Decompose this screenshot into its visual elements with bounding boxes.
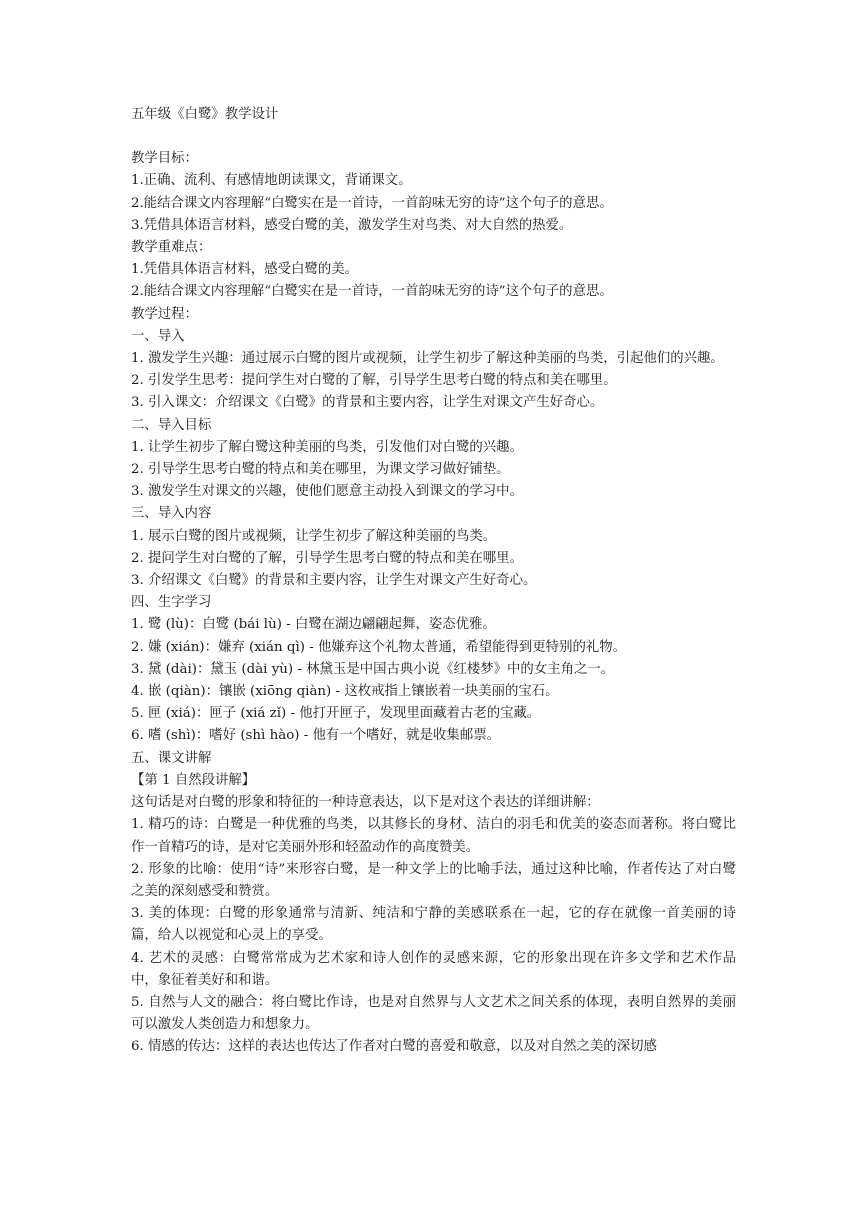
document-title: 五年级《白鹭》教学设计 bbox=[131, 107, 279, 122]
text-paragraph: 1. 精巧的诗：白鹭是一种优雅的鸟类，以其修长的身材、洁白的羽毛和优美的姿态而著称。将白鹭比作一首精巧的诗，是对它美丽外形和轻盈动作的高度赞美。 bbox=[131, 817, 736, 855]
text-line: 这句话是对白鹭的形象和特征的一种诗意表达，以下是对这个表达的详细讲解： bbox=[131, 795, 600, 811]
vocab-line: 4. 嵌 (qiàn)：镶嵌 (xiōng qiàn) - 这枚戒指上镶嵌着一块美丽的宝石。 bbox=[131, 684, 559, 700]
vocab-line: 2. 嫌 (xián)：嫌弃 (xián qì) - 他嫌弃这个礼物太普通，希望能得到更特别的礼物。 bbox=[131, 639, 627, 655]
vocab-line: 6. 嗜 (shì)：嗜好 (shì hào) - 他有一个嗜好，就是收集邮票。 bbox=[131, 728, 500, 744]
text-line: 1. 让学生初步了解白鹭这种美丽的鸟类，引发他们对白鹭的兴趣。 bbox=[131, 439, 523, 455]
section-heading: 四、生字学习 bbox=[131, 595, 212, 611]
vocab-line: 5. 匣 (xiá)：匣子 (xiá zǐ) - 他打开匣子，发现里面藏着古老的宝藏。 bbox=[131, 706, 541, 722]
text-line: 1. 展示白鹭的图片或视频，让学生初步了解这种美丽的鸟类。 bbox=[131, 528, 497, 544]
section-heading: 二、导入目标 bbox=[131, 417, 212, 433]
text-line: 教学重难点： bbox=[131, 240, 212, 256]
text-line: 3.凭借具体语言材料，感受白鹭的美，激发学生对鸟类、对大自然的热爱。 bbox=[131, 217, 573, 233]
text-paragraph: 5. 自然与人文的融合：将白鹭比作诗，也是对自然界与人文艺术之间关系的体现，表明自然界的美丽可以激发人类创造力和想象力。 bbox=[131, 994, 736, 1033]
text-line: 3. 激发学生对课文的兴趣，使他们愿意主动投入到课文的学习中。 bbox=[131, 484, 523, 500]
text-line: 6. 情感的传达：这样的表达也传达了作者对白鹭的喜爱和敬意，以及对自然之美的深切感 bbox=[131, 1039, 657, 1055]
text-line: 教学目标： bbox=[131, 151, 198, 167]
text-line: 1.正确、流利、有感情地朗读课文，背诵课文。 bbox=[131, 173, 412, 189]
section-heading: 一、导入 bbox=[131, 328, 185, 344]
text-line: 3. 引入课文：介绍课文《白鹭》的背景和主要内容，让学生对课文产生好奇心。 bbox=[131, 395, 604, 411]
text-paragraph: 4. 艺术的灵感：白鹭常常成为艺术家和诗人创作的灵感来源，它的形象出现在许多文学和艺术作品中，象征着美好和和谐。 bbox=[131, 950, 736, 988]
section-heading: 五、课文讲解 bbox=[131, 750, 212, 766]
text-paragraph: 1. 激发学生兴趣：通过展示白鹭的图片或视频，让学生初步了解这种美丽的鸟类，引起他们的兴趣。 bbox=[131, 351, 724, 367]
document-body bbox=[131, 104, 736, 1059]
text-paragraph: 2. 形象的比喻：使用“诗”来形容白鹭，是一种文学上的比喻手法，通过这种比喻，作者传达了对白鹭之美的深刻感受和赞赏。 bbox=[131, 861, 736, 899]
vocab-line: 3. 黛 (dài)：黛玉 (dài yù) - 林黛玉是中国古典小说《红楼梦》中的女主角之一。 bbox=[131, 661, 615, 677]
section-heading: 三、导入内容 bbox=[131, 506, 212, 522]
text-line: 1.凭借具体语言材料，感受白鹭的美。 bbox=[131, 262, 359, 278]
text-line: 2.能结合课文内容理解“白鹭实在是一首诗，一首韵味无穷的诗”这个句子的意思。 bbox=[131, 195, 613, 211]
text-line: 2. 引发学生思考：提问学生对白鹭的了解，引导学生思考白鹭的特点和美在哪里。 bbox=[131, 373, 617, 389]
text-line: 2.能结合课文内容理解“白鹭实在是一首诗，一首韵味无穷的诗”这个句子的意思。 bbox=[131, 284, 613, 300]
text-line: 2. 引导学生思考白鹭的特点和美在哪里，为课文学习做好铺垫。 bbox=[131, 462, 510, 478]
text-line: 2. 提问学生对白鹭的了解，引导学生思考白鹭的特点和美在哪里。 bbox=[131, 550, 523, 566]
text-line: 3. 介绍课文《白鹭》的背景和主要内容，让学生对课文产生好奇心。 bbox=[131, 573, 537, 589]
subsection-heading: 【第 1 自然段讲解】 bbox=[131, 772, 256, 788]
text-line: 教学过程： bbox=[131, 306, 198, 322]
text-paragraph: 3. 美的体现：白鹭的形象通常与清新、纯洁和宁静的美感联系在一起，它的存在就像一首美丽的诗篇，给人以视觉和心灵上的享受。 bbox=[131, 906, 736, 944]
vocab-line: 1. 鹭 (lù)：白鹭 (bái lù) - 白鹭在湖边翩翩起舞，姿态优雅。 bbox=[131, 617, 496, 633]
